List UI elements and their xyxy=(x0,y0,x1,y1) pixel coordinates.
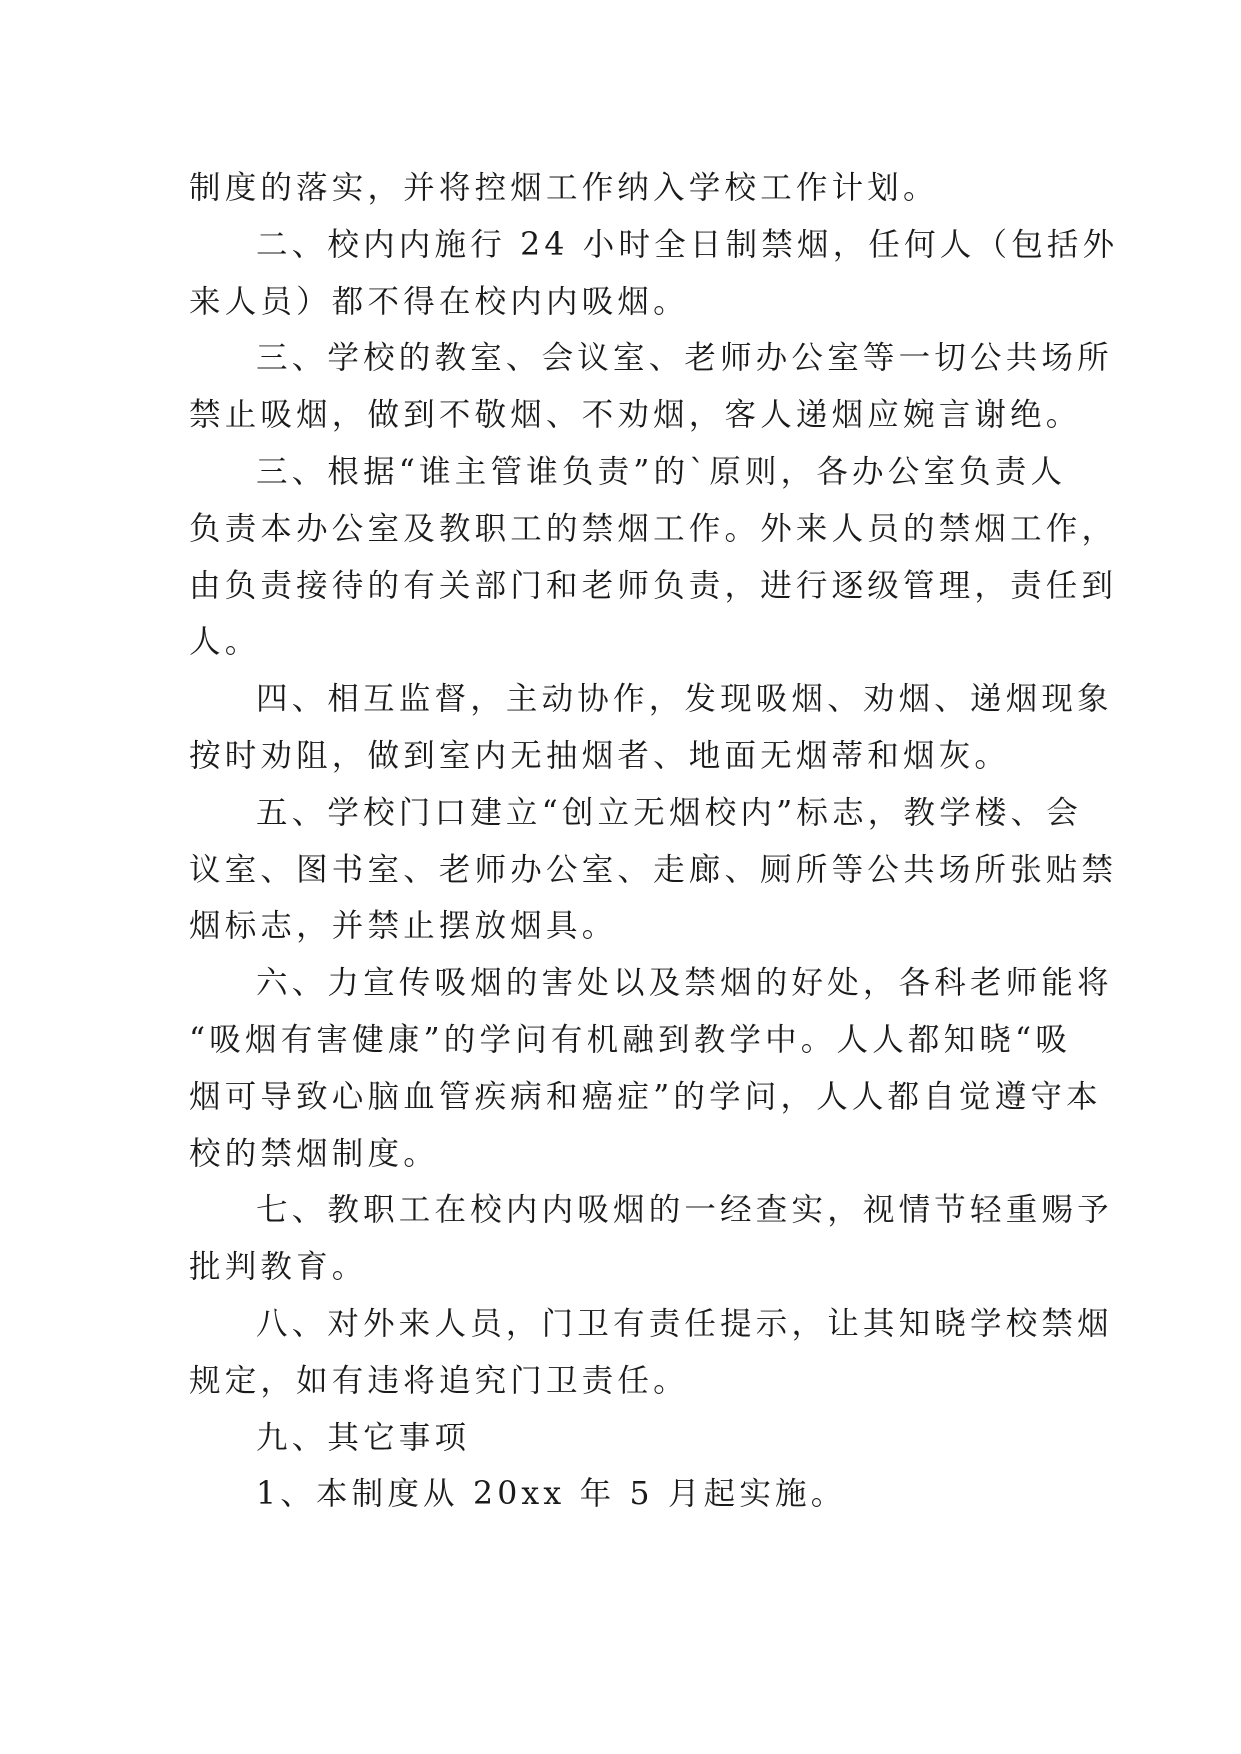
text-line: 批判教育。 xyxy=(189,1249,368,1286)
text-line: 二、校内内施行 24 小时全日制禁烟，任何人（包括外 xyxy=(256,226,1119,263)
text-line: 七、教职工在校内内吸烟的一经查实，视情节轻重赐予 xyxy=(256,1192,1113,1229)
document-body xyxy=(189,160,1119,1523)
text-line: 1、本制度从 20xx 年 5 月起实施。 xyxy=(256,1476,847,1513)
text-line: 由负责接待的有关部门和老师负责，进行逐级管理，责任到 xyxy=(189,567,1118,604)
text-line: 烟标志，并禁止摆放烟具。 xyxy=(189,908,618,945)
text-line: 五、学校门口建立“创立无烟校内”标志，教学楼、会 xyxy=(256,794,1083,831)
text-line: 议室、图书室、老师办公室、走廊、厕所等公共场所张贴禁 xyxy=(189,851,1118,888)
text-line: 六、力宣传吸烟的害处以及禁烟的好处，各科老师能将 xyxy=(256,965,1113,1002)
text-line: 制度的落实，并将控烟工作纳入学校工作计划。 xyxy=(189,170,939,206)
text-line: “吸烟有害健康”的学问有机融到教学中。人人都知晓“吸 xyxy=(189,1021,1072,1058)
text-line: 九、其它事项 xyxy=(256,1419,471,1456)
text-line: 来人员）都不得在校内内吸烟。 xyxy=(189,283,689,320)
text-line: 三、根据“谁主管谁负责”的`原则，各办公室负责人 xyxy=(256,453,1067,490)
text-line: 校的禁烟制度。 xyxy=(189,1135,439,1172)
text-line: 四、相互监督，主动协作，发现吸烟、劝烟、递烟现象 xyxy=(256,681,1113,718)
text-line: 烟可导致心脑血管疾病和癌症”的学问，人人都自觉遵守本 xyxy=(189,1078,1102,1115)
text-line: 规定，如有违将追究门卫责任。 xyxy=(189,1362,689,1399)
text-line: 禁止吸烟，做到不敬烟、不劝烟，客人递烟应婉言谢绝。 xyxy=(189,397,1082,434)
text-line: 负责本办公室及教职工的禁烟工作。外来人员的禁烟工作， xyxy=(189,510,1118,547)
text-line: 八、对外来人员，门卫有责任提示，让其知晓学校禁烟 xyxy=(256,1305,1113,1342)
text-line: 按时劝阻，做到室内无抽烟者、地面无烟蒂和烟灰。 xyxy=(189,737,1011,774)
text-line: 人。 xyxy=(189,624,261,661)
text-line: 三、学校的教室、会议室、老师办公室等一切公共场所 xyxy=(256,340,1113,377)
